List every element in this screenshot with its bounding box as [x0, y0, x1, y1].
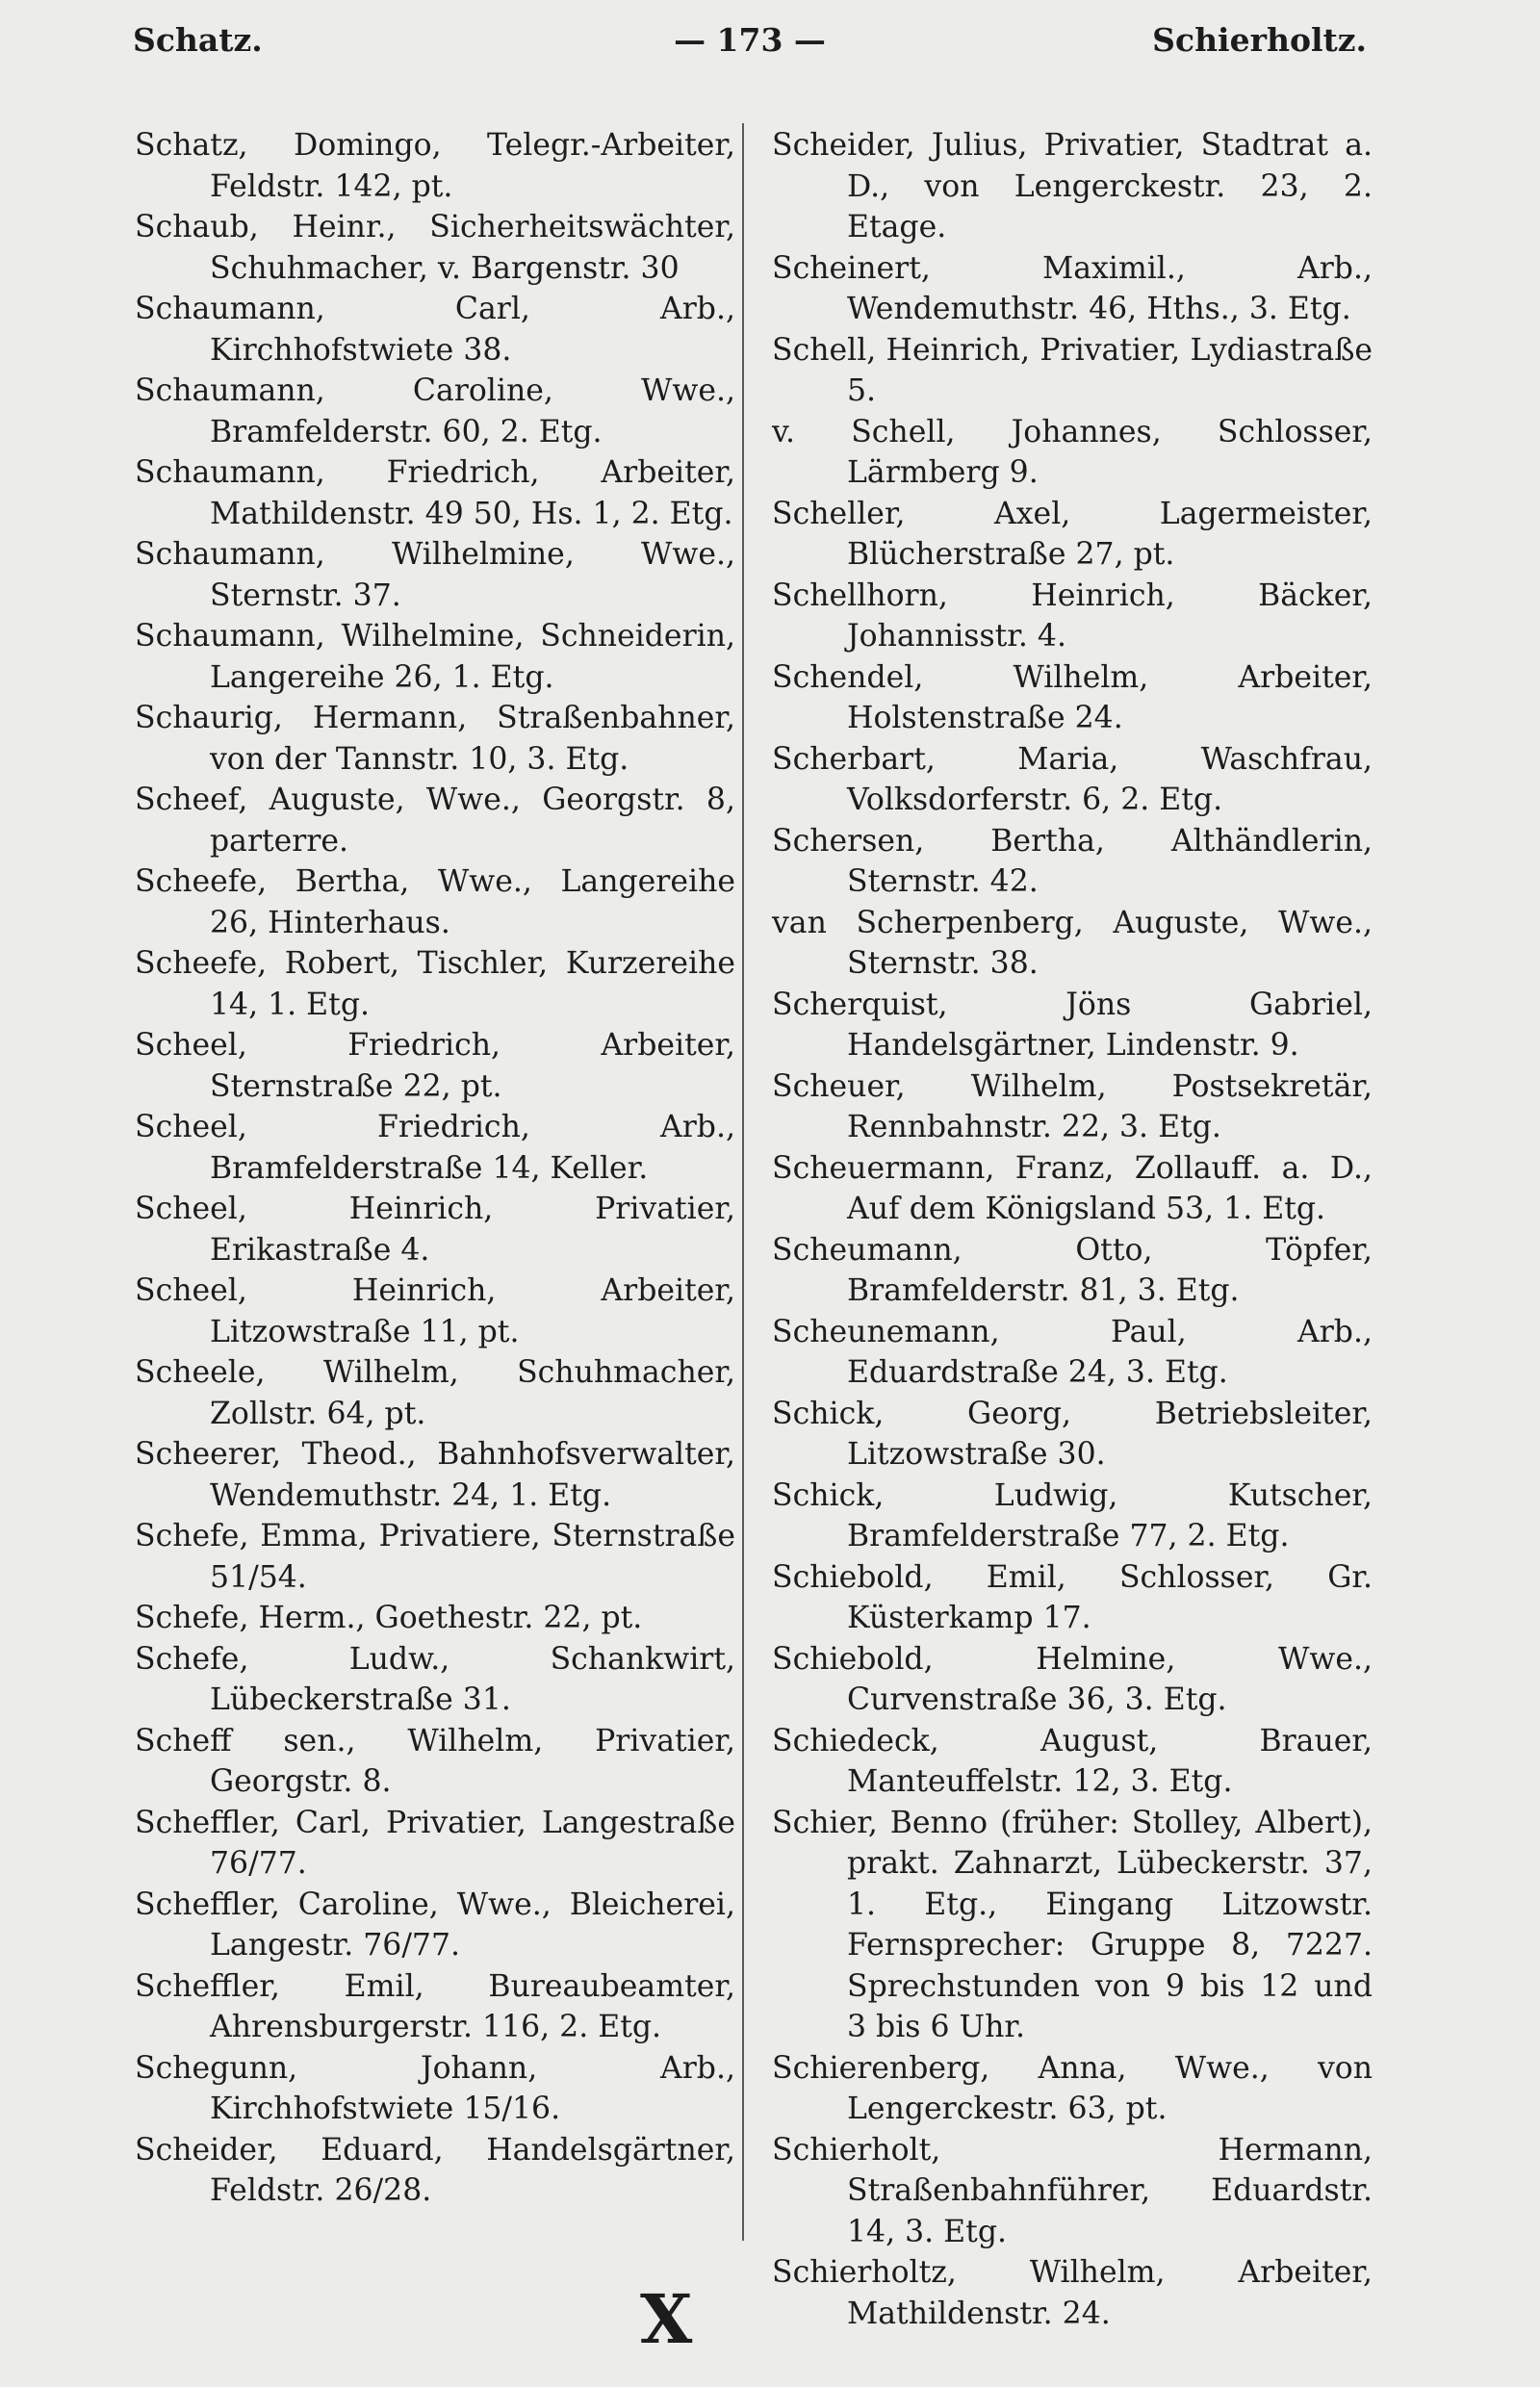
list-item: Schefe, Ludw., Schankwirt, Lübeckerstraße 31. — [135, 1641, 735, 1717]
list-item: Scheefe, Robert, Tischler, Kurzereihe 14, 1. Etg. — [135, 946, 735, 1022]
list-item: van Scherpenberg, Auguste, Wwe., Sternstr. 38. — [772, 905, 1373, 981]
header-right-keyword: Schierholtz. — [1152, 21, 1367, 59]
footer-mark: X — [640, 2279, 693, 2359]
list-item: Scheffler, Emil, Bureaubeamter, Ahrensburgerstr. 116, 2. Etg. — [135, 1968, 735, 2044]
list-item: Scheider, Julius, Privatier, Stadtrat a. D., von Lengerckestr. 23, 2. Etage. — [772, 128, 1373, 244]
list-item: Scherquist, Jöns Gabriel, Handelsgärtner, Lindenstr. 9. — [772, 987, 1373, 1063]
list-item: Scheuermann, Franz, Zollauff. a. D., Auf dem Königsland 53, 1. Etg. — [772, 1150, 1373, 1226]
list-item: Scheinert, Maximil., Arb., Wendemuthstr. 46, Hths., 3. Etg. — [772, 250, 1373, 326]
list-item: Scheele, Wilhelm, Schuhmacher, Zollstr. 64, pt. — [135, 1355, 735, 1431]
list-item: Scheunemann, Paul, Arb., Eduardstraße 24, 3. Etg. — [772, 1314, 1373, 1390]
list-item: Scheerer, Theod., Bahnhofsverwalter, Wendemuthstr. 24, 1. Etg. — [135, 1437, 735, 1513]
list-item: Schier, Benno (früher: Stolley, Albert), prakt. Zahnarzt, Lübeckerstr. 37, 1. Etg., Eingang Litzowstr. Fernsprecher: Gruppe 8, 7227. Sprechstunden von 9 bis 12 und 3 bis 6 Uhr. — [772, 1805, 1373, 2044]
list-item: Scheffler, Caroline, Wwe., Bleicherei, Langestr. 76/77. — [135, 1886, 735, 1963]
list-item: Schaub, Heinr., Sicherheitswächter, Schuhmacher, v. Bargenstr. 30 — [135, 210, 735, 286]
list-item: Scheffler, Carl, Privatier, Langestraße 76/77. — [135, 1805, 735, 1881]
list-item: Schatz, Domingo, Telegr.-Arbeiter, Feldstr. 142, pt. — [135, 128, 735, 204]
list-item: Schaumann, Carl, Arb., Kirchhofstwiete 38. — [135, 292, 735, 368]
list-item: Schick, Georg, Betriebsleiter, Litzowstraße 30. — [772, 1396, 1373, 1472]
list-item: Scheff sen., Wilhelm, Privatier, Georgstr. 8. — [135, 1723, 735, 1799]
list-item: Schaurig, Hermann, Straßenbahner, von der Tannstr. 10, 3. Etg. — [135, 701, 735, 777]
list-item: Scheider, Eduard, Handelsgärtner, Feldstr. 26/28. — [135, 2132, 735, 2208]
header-left-keyword: Schatz. — [133, 21, 263, 59]
list-item: Schierholtz, Wilhelm, Arbeiter, Mathildenstr. 24. — [772, 2255, 1373, 2331]
right-column — [772, 125, 1373, 2334]
list-item: Scheefe, Bertha, Wwe., Langereihe 26, Hinterhaus. — [135, 864, 735, 940]
list-item: Scheel, Friedrich, Arb., Bramfelderstraße 14, Keller. — [135, 1110, 735, 1186]
list-item: Schegunn, Johann, Arb., Kirchhofstwiete 15/16. — [135, 2050, 735, 2126]
list-item: v. Schell, Johannes, Schlosser, Lärmberg 9. — [772, 414, 1373, 490]
list-item: Schiedeck, August, Brauer, Manteuffelstr. 12, 3. Etg. — [772, 1723, 1373, 1799]
list-item: Scheel, Heinrich, Arbeiter, Litzowstraße 11, pt. — [135, 1273, 735, 1349]
list-item: Scheumann, Otto, Töpfer, Bramfelderstr. 81, 3. Etg. — [772, 1232, 1373, 1308]
list-item: Schaumann, Caroline, Wwe., Bramfelderstr. 60, 2. Etg. — [135, 373, 735, 449]
page-number: — 173 — — [674, 21, 826, 59]
list-item: Schaumann, Wilhelmine, Schneiderin, Langereihe 26, 1. Etg. — [135, 619, 735, 695]
list-item: Schierenberg, Anna, Wwe., von Lengerckestr. 63, pt. — [772, 2050, 1373, 2126]
list-item: Schierholt, Hermann, Straßenbahnführer, Eduardstr. 14, 3. Etg. — [772, 2132, 1373, 2249]
list-item: Scheller, Axel, Lagermeister, Blücherstraße 27, pt. — [772, 496, 1373, 572]
list-item: Schell, Heinrich, Privatier, Lydiastraße 5. — [772, 332, 1373, 408]
list-item: Schefe, Herm., Goethestr. 22, pt. — [135, 1601, 643, 1635]
list-item: Schaumann, Wilhelmine, Wwe., Sternstr. 37. — [135, 537, 735, 613]
left-column — [135, 125, 735, 2212]
list-item: Scheuer, Wilhelm, Postsekretär, Rennbahnstr. 22, 3. Etg. — [772, 1068, 1373, 1144]
list-item: Schellhorn, Heinrich, Bäcker, Johannisstr. 4. — [772, 578, 1373, 654]
list-item: Scherbart, Maria, Waschfrau, Volksdorferstr. 6, 2. Etg. — [772, 741, 1373, 817]
list-item: Schick, Ludwig, Kutscher, Bramfelderstraße 77, 2. Etg. — [772, 1477, 1373, 1553]
list-item: Schiebold, Emil, Schlosser, Gr. Küsterkamp 17. — [772, 1559, 1373, 1635]
list-item: Scheel, Friedrich, Arbeiter, Sternstraße 22, pt. — [135, 1028, 735, 1104]
list-item: Scheel, Heinrich, Privatier, Erikastraße 4. — [135, 1192, 735, 1268]
list-item: Scheef, Auguste, Wwe., Georgstr. 8, parterre. — [135, 783, 735, 859]
column-divider — [742, 123, 744, 2241]
list-item: Schendel, Wilhelm, Arbeiter, Holstenstraße 24. — [772, 659, 1373, 735]
page-header — [133, 21, 1367, 79]
list-item: Schefe, Emma, Privatiere, Sternstraße 51/54. — [135, 1519, 735, 1595]
list-item: Schersen, Bertha, Althändlerin, Sternstr. 42. — [772, 823, 1373, 899]
list-item: Schiebold, Helmine, Wwe., Curvenstraße 36, 3. Etg. — [772, 1641, 1373, 1717]
list-item: Schaumann, Friedrich, Arbeiter, Mathildenstr. 49 50, Hs. 1, 2. Etg. — [135, 455, 735, 531]
